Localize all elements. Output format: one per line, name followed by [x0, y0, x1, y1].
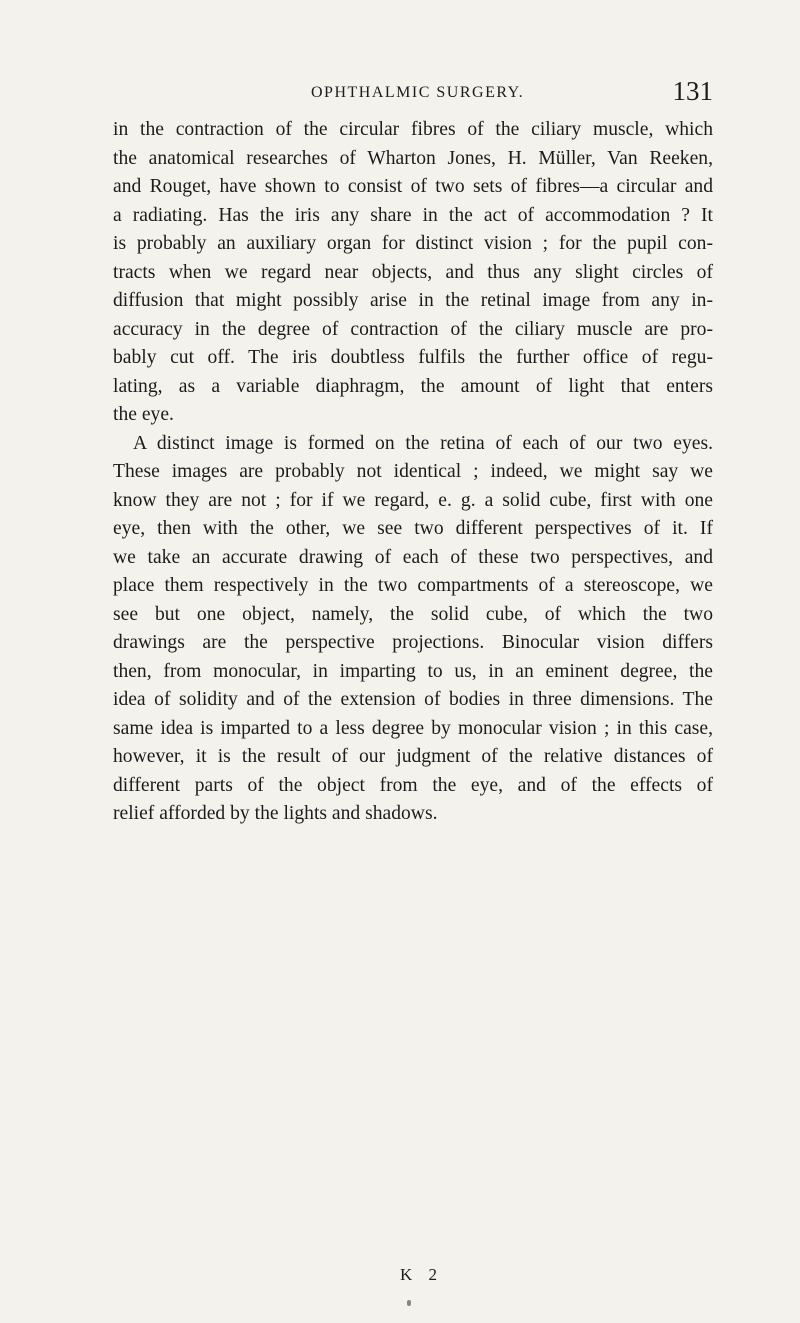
text-line: different parts of the object from the eye, and of the effects of [113, 774, 713, 796]
signature-mark: K 2 [400, 1265, 444, 1284]
text-line: diffusion that might possibly arise in the retinal image from any in- [113, 290, 713, 311]
text-line: bably cut off. The iris doubtless fulfils the further office of regu- [113, 347, 713, 368]
text-line: we take an accurate drawing of each of these two perspectives, and [113, 546, 713, 568]
text-line: know they are not ; for if we regard, e. g. a solid cube, first with one [113, 489, 713, 511]
text-line: see but one object, namely, the solid cube, of which the two [113, 603, 713, 625]
text-line: accuracy in the degree of contraction of the ciliary muscle are pro- [113, 318, 713, 340]
text-line: is probably an auxiliary organ for distinct vision ; for the pupil con- [113, 233, 713, 254]
ink-smudge [407, 1300, 411, 1306]
text-line: however, it is the result of our judgment of the relative distances of [113, 746, 713, 767]
text-line: idea of solidity and of the extension of bodies in three dimensions. The [113, 689, 713, 710]
text-line: and Rouget, have shown to consist of two sets of fibres—a circular and [113, 176, 713, 197]
text-line: drawings are the perspective projections. Binocular vision differs [113, 632, 713, 653]
body-text [113, 116, 713, 829]
paragraph-end-line: the eye. [113, 404, 174, 425]
paragraph-end-line: relief afforded by the lights and shadows. [113, 803, 438, 824]
text-line: in the contraction of the circular fibres of the ciliary muscle, which [113, 119, 713, 140]
text-line: tracts when we regard near objects, and thus any slight circles of [113, 261, 713, 283]
text-line: a radiating. Has the iris any share in the act of accommodation ? It [113, 204, 713, 226]
text-line: place them respectively in the two compartments of a stereoscope, we [113, 575, 713, 596]
text-line: same idea is imparted to a less degree by monocular vision ; in this case, [113, 717, 713, 739]
running-title: OPHTHALMIC SURGERY. [311, 84, 525, 101]
paragraph-start-line: A distinct image is formed on the retina of each of our two eyes. [133, 432, 713, 454]
text-line: lating, as a variable diaphragm, the amount of light that enters [113, 375, 713, 397]
page-number: 131 [672, 76, 713, 106]
running-head [113, 76, 713, 110]
text-line: then, from monocular, in imparting to us, in an eminent degree, the [113, 660, 713, 682]
text-line: These images are probably not identical ; indeed, we might say we [113, 461, 713, 482]
text-line: eye, then with the other, we see two different perspectives of it. If [113, 518, 713, 539]
text-line: the anatomical researches of Wharton Jones, H. Müller, Van Reeken, [113, 147, 713, 169]
